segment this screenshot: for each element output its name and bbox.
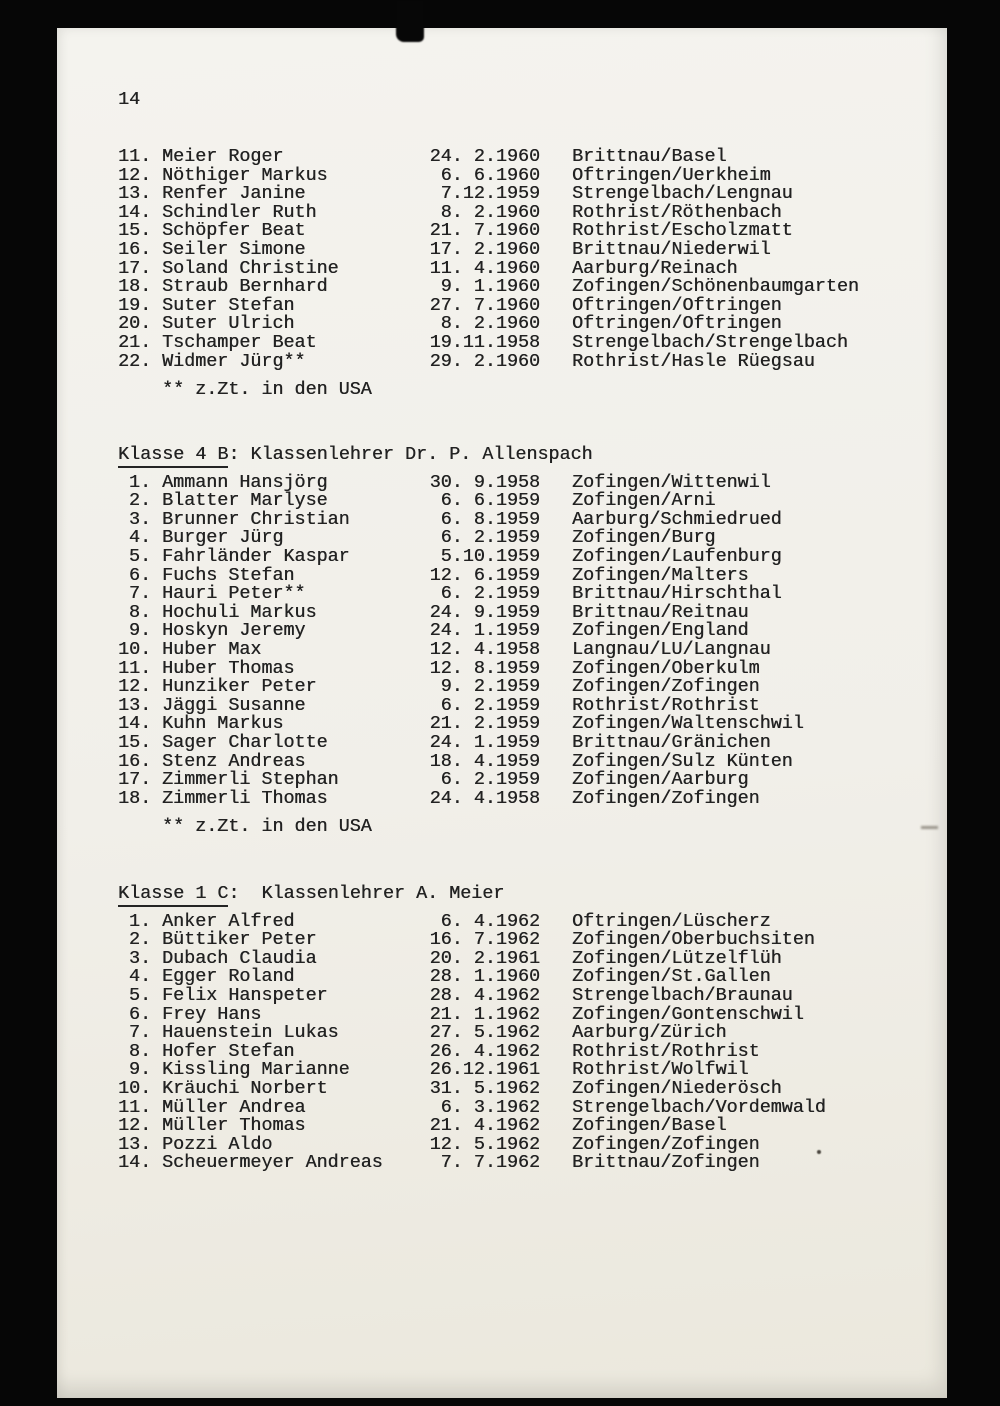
birth-date: 6. 2.1959 [440, 527, 540, 549]
origin-place: Langnau/LU/Langnau [572, 638, 771, 660]
usa-footnote: ** z.Zt. in den USA [162, 379, 372, 401]
birth-date: 9. 2.1959 [440, 676, 540, 698]
usa-footnote: ** z.Zt. in den USA [162, 816, 372, 838]
student-row [118, 331, 929, 353]
student-name: Nöthiger Markus [162, 164, 328, 186]
row-number: 11. [118, 657, 152, 679]
class-label: Klasse 4 B [118, 444, 228, 468]
birth-date: 11. 4.1960 [429, 257, 540, 279]
student-name: Suter Ulrich [162, 313, 295, 335]
student-row [118, 148, 929, 167]
page-number: 14 [118, 89, 141, 110]
student-name: Brunner Christian [162, 508, 350, 530]
birth-date: 17. 2.1960 [429, 238, 540, 260]
birth-date: 28. 4.1962 [429, 984, 540, 1006]
origin-place: Rothrist/Röthenbach [572, 201, 782, 223]
origin-place: Zofingen/Niederösch [572, 1077, 782, 1099]
student-name: Suter Stefan [162, 294, 295, 316]
birth-date: 7.12.1959 [440, 183, 540, 205]
student-name: Hunziker Peter [162, 676, 317, 698]
origin-place: Zofingen/Laufenburg [572, 545, 782, 567]
row-number: 1. [128, 910, 151, 932]
row-number: 13. [118, 694, 152, 716]
birth-date: 6. 6.1959 [440, 490, 540, 512]
row-number: 19. [118, 294, 152, 316]
origin-place: Zofingen/St.Gallen [572, 966, 771, 988]
origin-place: Zofingen/Oberbuchsiten [572, 929, 815, 951]
row-number: 13. [118, 183, 152, 205]
row-number: 22. [118, 350, 152, 372]
row-number: 8. [128, 1040, 151, 1062]
origin-place: Zofingen/Burg [572, 527, 716, 549]
student-row [118, 350, 929, 372]
birth-date: 8. 2.1960 [440, 201, 540, 223]
student-name: Meier Roger [162, 146, 284, 167]
row-number: 14. [118, 1152, 152, 1174]
row-number: 16. [118, 238, 152, 260]
student-row [118, 545, 929, 567]
student-name: Zimmerli Stephan [162, 769, 339, 791]
student-row [118, 492, 929, 511]
student-name: Hoskyn Jeremy [162, 620, 306, 642]
origin-place: Zofingen/Wittenwil [572, 471, 771, 493]
row-number: 7. [128, 1022, 151, 1044]
birth-date: 6. 8.1959 [440, 508, 540, 530]
section-klasse-1c [118, 885, 929, 1173]
origin-place: Zofingen/Oberkulm [572, 657, 760, 679]
student-name: Zimmerli Thomas [162, 787, 328, 809]
row-number: 10. [118, 1077, 152, 1099]
origin-place: Rothrist/Escholzmatt [572, 220, 793, 242]
student-row [118, 1117, 929, 1136]
row-number: 15. [118, 220, 152, 242]
row-number: 11. [118, 1096, 152, 1118]
row-number: 18. [118, 276, 152, 298]
birth-date: 6. 6.1960 [440, 164, 540, 186]
birth-date: 19.11.1958 [429, 331, 540, 353]
student-row [118, 731, 929, 753]
student-name: Fuchs Stefan [162, 564, 295, 586]
birth-date: 12. 8.1959 [429, 657, 540, 679]
student-row [118, 984, 929, 1006]
birth-date: 24. 4.1958 [429, 787, 540, 809]
row-number: 21. [118, 331, 152, 353]
origin-place: Brittnau/Zofingen [572, 1152, 760, 1174]
origin-place: Zofingen/Malters [572, 564, 749, 586]
student-name: Frey Hans [162, 1003, 262, 1025]
student-name: Kissling Marianne [162, 1059, 350, 1081]
scan-artifact-dash [921, 826, 938, 829]
origin-place: Aarburg/Schmiedrued [572, 508, 782, 530]
row-number: 10. [118, 638, 152, 660]
birth-date: 30. 9.1958 [429, 471, 540, 493]
row-number: 13. [118, 1133, 152, 1155]
row-number: 6. [128, 1003, 151, 1025]
origin-place: Zofingen/Basel [572, 1115, 727, 1137]
student-name: Widmer Jürg** [162, 350, 306, 372]
origin-place: Aarburg/Reinach [572, 257, 738, 279]
origin-place: Zofingen/Arni [572, 490, 716, 512]
student-row [118, 678, 929, 697]
origin-place: Strengelbach/Lengnau [572, 183, 793, 205]
row-number: 6. [128, 564, 151, 586]
student-name: Seiler Simone [162, 238, 306, 260]
birth-date: 12. 4.1958 [429, 638, 540, 660]
birth-date: 29. 2.1960 [429, 350, 540, 372]
student-row [118, 638, 929, 660]
student-name: Sager Charlotte [162, 731, 328, 753]
student-name: Schöpfer Beat [162, 220, 306, 242]
birth-date: 21. 1.1962 [429, 1003, 540, 1025]
student-name: Blatter Marlyse [162, 490, 328, 512]
row-number: 1. [128, 471, 151, 493]
origin-place: Brittnau/Gränichen [572, 731, 771, 753]
row-number: 20. [118, 313, 152, 335]
origin-place: Brittnau/Reitnau [572, 601, 749, 623]
section-heading [118, 446, 929, 465]
row-number: 5. [128, 545, 151, 567]
origin-place: Rothrist/Rothrist [572, 1040, 760, 1062]
row-number: 15. [118, 731, 152, 753]
student-name: Burger Jürg [162, 527, 284, 549]
student-name: Tschamper Beat [162, 331, 317, 353]
origin-place: Oftringen/Oftringen [572, 294, 782, 316]
birth-date: 6. 4.1962 [440, 910, 540, 932]
birth-date: 21. 7.1960 [429, 220, 540, 242]
student-name: Pozzi Aldo [162, 1133, 273, 1155]
origin-place: Oftringen/Uerkheim [572, 164, 771, 186]
row-number: 14. [118, 201, 152, 223]
student-name: Huber Max [162, 638, 262, 660]
section-klasse-4b [118, 446, 929, 837]
student-name: Büttiker Peter [162, 929, 317, 951]
birth-date: 24. 2.1960 [429, 146, 540, 167]
student-name: Stenz Andreas [162, 750, 306, 772]
origin-place: Zofingen/Waltenschwil [572, 713, 804, 735]
birth-date: 28. 1.1960 [429, 966, 540, 988]
birth-date: 24. 1.1959 [429, 620, 540, 642]
row-number: 2. [128, 929, 151, 951]
student-name: Renfer Janine [162, 183, 306, 205]
origin-place: Zofingen/Aarburg [572, 769, 749, 791]
row-number: 12. [118, 676, 152, 698]
origin-place: Zofingen/Sulz Künten [572, 750, 793, 772]
student-list [118, 471, 929, 809]
row-number: 11. [118, 146, 152, 167]
row-number: 12. [118, 164, 152, 186]
birth-date: 27. 5.1962 [429, 1022, 540, 1044]
origin-place: Brittnau/Niederwil [572, 238, 771, 260]
student-name: Ammann Hansjörg [162, 471, 328, 493]
birth-date: 9. 1.1960 [440, 276, 540, 298]
origin-place: Zofingen/Zofingen [572, 676, 760, 698]
birth-date: 27. 7.1960 [429, 294, 540, 316]
birth-date: 21. 2.1959 [429, 713, 540, 735]
student-name: Anker Alfred [162, 910, 295, 932]
student-name: Kuhn Markus [162, 713, 284, 735]
origin-place: Rothrist/Hasle Rüegsau [572, 350, 815, 372]
origin-place: Strengelbach/Braunau [572, 984, 793, 1006]
student-name: Huber Thomas [162, 657, 295, 679]
origin-place: Aarburg/Zürich [572, 1022, 727, 1044]
student-name: Straub Bernhard [162, 276, 328, 298]
student-row [118, 1077, 929, 1099]
origin-place: Oftringen/Oftringen [572, 313, 782, 335]
birth-date: 24. 1.1959 [429, 731, 540, 753]
origin-place: Rothrist/Wolfwil [572, 1059, 749, 1081]
birth-date: 6. 3.1962 [440, 1096, 540, 1118]
student-name: Fahrländer Kaspar [162, 545, 350, 567]
origin-place: Rothrist/Rothrist [572, 694, 760, 716]
section-heading [118, 885, 929, 904]
birth-date: 18. 4.1959 [429, 750, 540, 772]
birth-date: 26.12.1961 [429, 1059, 540, 1081]
row-number: 17. [118, 769, 152, 791]
student-list [118, 910, 929, 1174]
student-name: Hauri Peter** [162, 583, 306, 605]
origin-place: Zofingen/England [572, 620, 749, 642]
student-row [118, 931, 929, 950]
origin-place: Strengelbach/Strengelbach [572, 331, 848, 353]
row-number: 8. [128, 601, 151, 623]
row-number: 2. [128, 490, 151, 512]
origin-place: Zofingen/Gontenschwil [572, 1003, 804, 1025]
row-number: 12. [118, 1115, 152, 1137]
student-name: Felix Hanspeter [162, 984, 328, 1006]
birth-date: 26. 4.1962 [429, 1040, 540, 1062]
student-row [118, 771, 929, 790]
student-row [118, 787, 929, 809]
student-name: Jäggi Susanne [162, 694, 306, 716]
origin-place: Strengelbach/Vordemwald [572, 1096, 826, 1118]
birth-date: 21. 4.1962 [429, 1115, 540, 1137]
origin-place: Zofingen/Zofingen [572, 787, 760, 809]
origin-place: Brittnau/Basel [572, 146, 727, 167]
row-number: 14. [118, 713, 152, 735]
birth-date: 12. 6.1959 [429, 564, 540, 586]
origin-place: Oftringen/Lüscherz [572, 910, 771, 932]
scan-artifact-dot [817, 1150, 821, 1154]
birth-date: 12. 5.1962 [429, 1133, 540, 1155]
student-name: Schindler Ruth [162, 201, 317, 223]
row-number: 16. [118, 750, 152, 772]
row-number: 18. [118, 787, 152, 809]
student-name: Scheuermeyer Andreas [162, 1152, 383, 1174]
birth-date: 6. 2.1959 [440, 583, 540, 605]
birth-date: 6. 2.1959 [440, 694, 540, 716]
origin-place: Zofingen/Schönenbaumgarten [572, 276, 859, 298]
birth-date: 7. 7.1962 [440, 1152, 540, 1174]
student-name: Müller Thomas [162, 1115, 306, 1137]
row-number: 17. [118, 257, 152, 279]
document-page [57, 28, 947, 1398]
scan-artifact-notch [396, 0, 424, 42]
row-number: 3. [128, 947, 151, 969]
birth-date: 24. 9.1959 [429, 601, 540, 623]
student-row [118, 238, 929, 260]
teacher-label: : Klassenlehrer A. Meier [228, 883, 505, 904]
row-number: 5. [128, 984, 151, 1006]
student-row [118, 585, 929, 604]
birth-date: 31. 5.1962 [429, 1077, 540, 1099]
row-number: 9. [128, 1059, 151, 1081]
row-number: 7. [128, 583, 151, 605]
student-name: Hochuli Markus [162, 601, 317, 623]
class-label: Klasse 1 C [118, 883, 228, 907]
student-name: Hauenstein Lukas [162, 1022, 339, 1044]
birth-date: 8. 2.1960 [440, 313, 540, 335]
birth-date: 6. 2.1959 [440, 769, 540, 791]
student-row [118, 185, 929, 204]
row-number: 9. [128, 620, 151, 642]
row-number: 4. [128, 527, 151, 549]
origin-place: Zofingen/Lützelflüh [572, 947, 782, 969]
birth-date: 5.10.1959 [440, 545, 540, 567]
student-name: Egger Roland [162, 966, 295, 988]
student-name: Soland Christine [162, 257, 339, 279]
teacher-label: : Klassenlehrer Dr. P. Allenspach [228, 444, 593, 465]
row-number: 4. [128, 966, 151, 988]
section-class-list-continued [118, 148, 929, 400]
row-number: 3. [128, 508, 151, 530]
student-row [118, 1154, 929, 1173]
origin-place: Brittnau/Hirschthal [572, 583, 782, 605]
student-row [118, 1024, 929, 1043]
student-name: Dubach Claudia [162, 947, 317, 969]
student-list [118, 148, 929, 371]
student-row [118, 278, 929, 297]
student-name: Müller Andrea [162, 1096, 306, 1118]
origin-place: Zofingen/Zofingen [572, 1133, 760, 1155]
student-name: Kräuchi Norbert [162, 1077, 328, 1099]
student-name: Hofer Stefan [162, 1040, 295, 1062]
birth-date: 16. 7.1962 [429, 929, 540, 951]
birth-date: 20. 2.1961 [429, 947, 540, 969]
